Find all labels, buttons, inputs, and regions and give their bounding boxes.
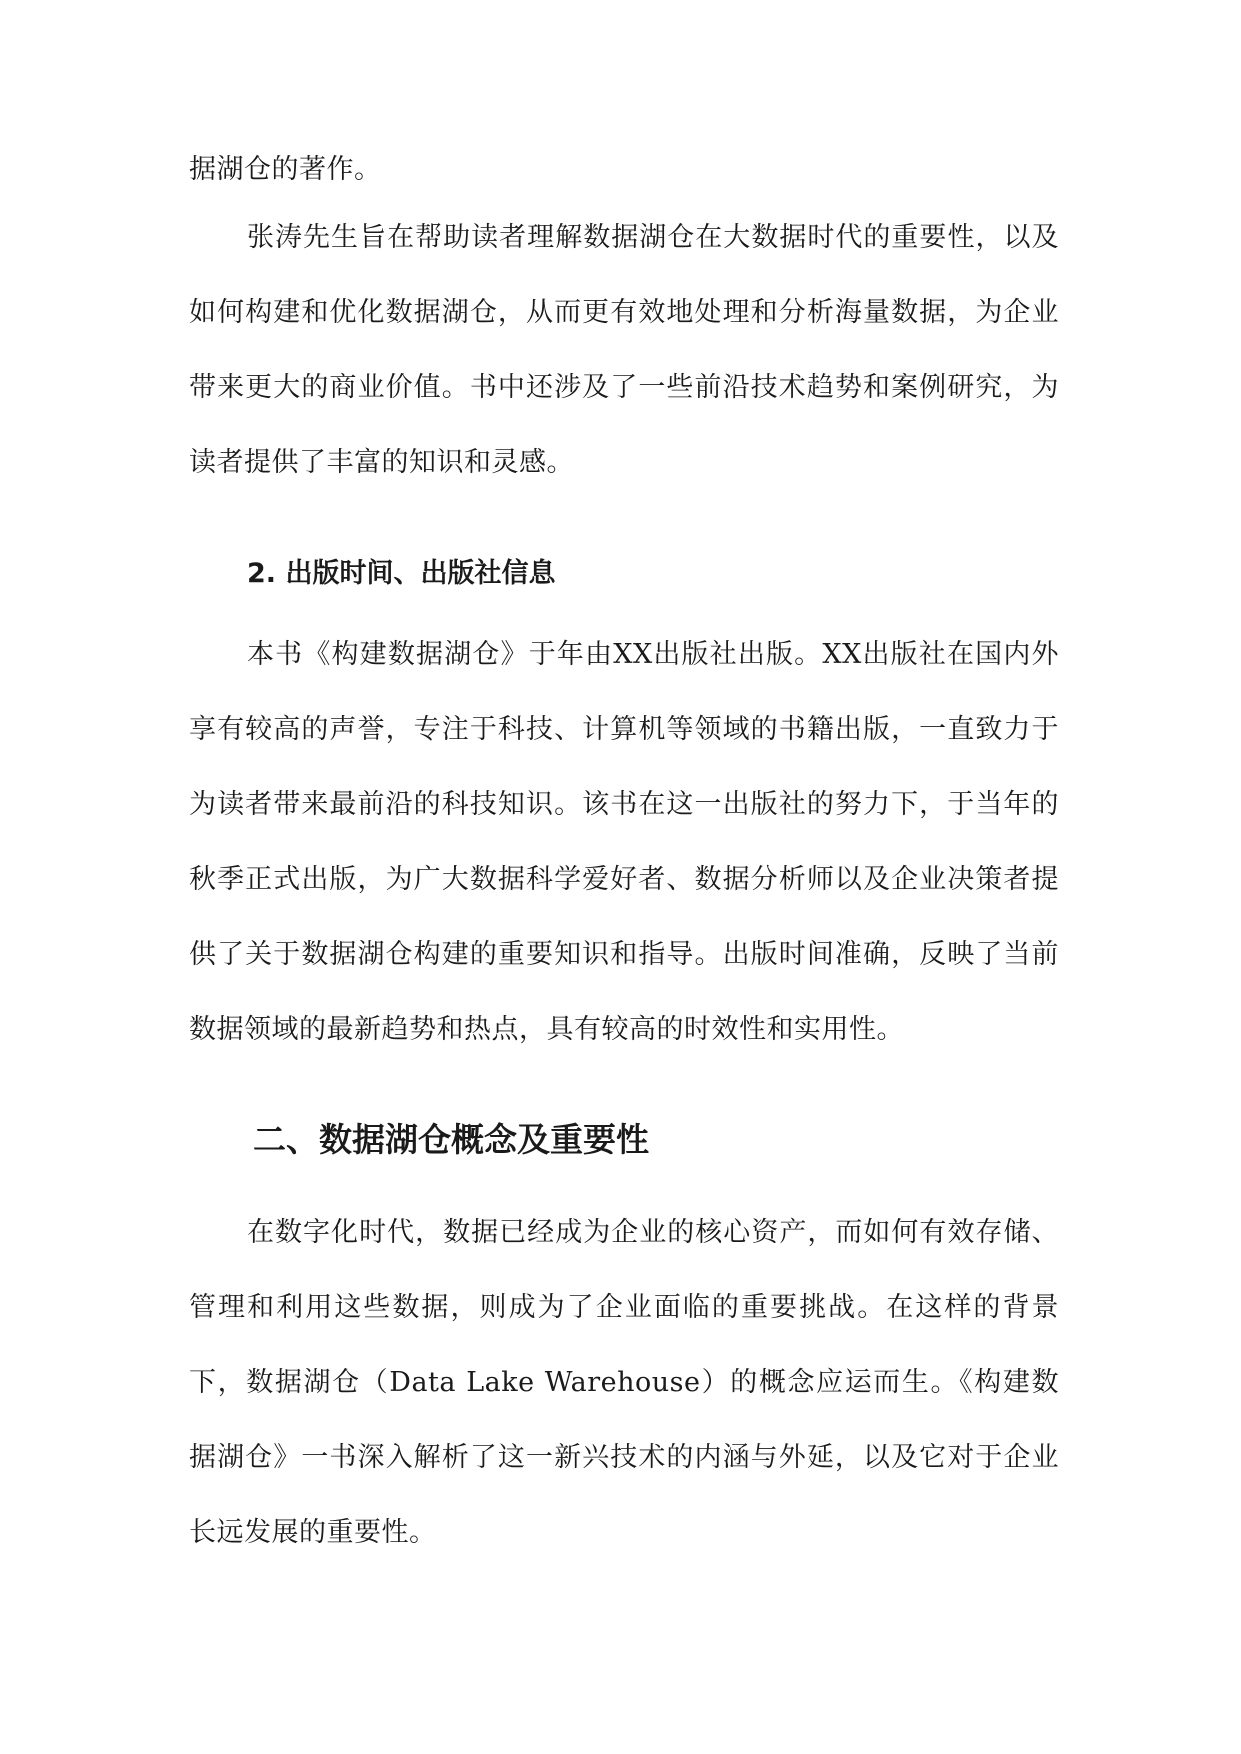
paragraph-concept: 在数字化时代，数据已经成为企业的核心资产，而如何有效存储、管理和利用这些数据，则成为了企业面临的重要挑战。在这样的背景下，数据湖仓（Data Lake Warehouse）的概念应运而生。《构建数据湖仓》一书深入解析了这一新兴技术的内涵与外延，以及它对于企业长远发展的重要性。	[189, 1217, 1059, 1548]
subheading-publication-info: 2. 出版时间、出版社信息	[247, 558, 556, 589]
paragraph-author-intent: 张涛先生旨在帮助读者理解数据湖仓在大数据时代的重要性，以及如何构建和优化数据湖仓，从而更有效地处理和分析海量数据，为企业带来更大的商业价值。书中还涉及了一些前沿技术趋势和案例研究，为读者提供了丰富的知识和灵感。	[189, 222, 1059, 478]
continuation-line: 据湖仓的著作。	[189, 154, 382, 185]
section-heading-concept: 二、数据湖仓概念及重要性	[253, 1120, 649, 1159]
paragraph-publication: 本书《构建数据湖仓》于年由XX出版社出版。XX出版社在国内外享有较高的声誉，专注于科技、计算机等领域的书籍出版，一直致力于为读者带来最前沿的科技知识。该书在这一出版社的努力下，于当年的秋季正式出版，为广大数据科学爱好者、数据分析师以及企业决策者提供了关于数据湖仓构建的重要知识和指导。出版时间准确，反映了当前数据领域的最新趋势和热点，具有较高的时效性和实用性。	[189, 639, 1059, 1045]
